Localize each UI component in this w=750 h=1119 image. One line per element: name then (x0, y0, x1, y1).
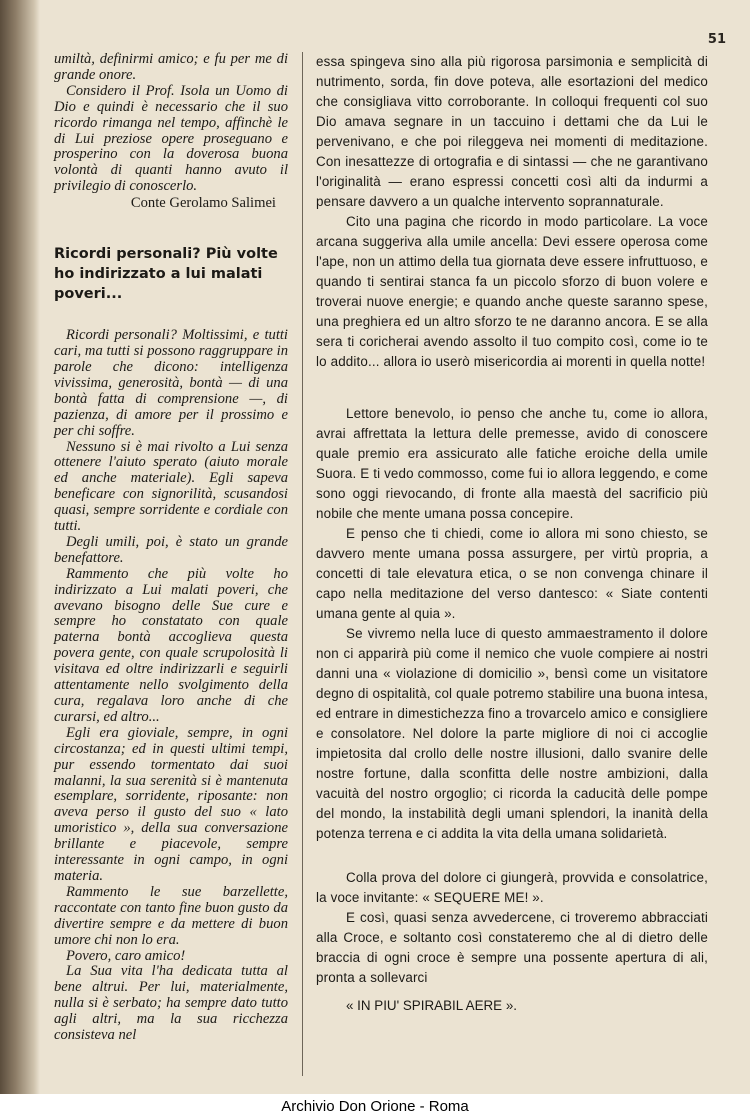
book-spine-shadow (0, 0, 40, 1094)
page-number: 51 (707, 32, 726, 47)
body-paragraph: Nessuno si è mai rivolto a Lui senza ottenere l'aiuto sperato (aiuto morale ed anche materiale). Egli sapeva beneficare con signorilità, scusandosi quasi, sempre sorridente e cordiale con tutti. (54, 438, 288, 535)
intro-paragraph: Considero il Prof. Isola un Uomo di Dio e quindi è necessario che il suo ricordo rimanga nel tempo, affinchè le di Lui preziose opere proseguano e prosperino con la doverosa buona volontà di quanti hanno avuto il privilegio di conoscerlo. (54, 82, 288, 195)
text-paragraph: E così, quasi senza avvedercene, ci troveremo abbracciati alla Croce, e soltanto così constateremo che al di dietro delle braccia di ogni croce è sempre una possente apertura di ali, pronta a sollevarci (316, 910, 708, 985)
text-paragraph: Colla prova del dolore ci giungerà, provvida e consolatrice, la voce invitante: « SEQUERE ME! ». (316, 870, 708, 905)
body-paragraph: Rammento che più volte ho indirizzato a Lui malati poveri, che avevano bisogno delle Sue cure e sempre ho constatato con quale paterna bontà accoglieva questa povera gente, con quale scrupolosità li visitava ed oltre indirizzarli e seguirli attentamente nello svolgimento della cura, regalava loro anche di che curarsi, ed altro... (54, 565, 288, 725)
text-paragraph: Lettore benevolo, io penso che anche tu, come io allora, avrai affrettata la lettura delle premesse, avido di conoscere quale premio era assicurato alle fatiche eroiche della umile Suora. E ti vedo commosso, come fui io allora leggendo, e come sono oggi rievocando, di fronte alla maestà del sacrificio più nobile che mente umana possa concepire. (316, 406, 708, 521)
text-paragraph: Cito una pagina che ricordo in modo particolare. La voce arcana suggeriva alla umile ancella: Devi essere operosa come l'ape, non un attimo della tua giornata deve essere infruttuoso, e quando ti sentirai stanca fa un piccolo sforzo di buon volere e troverai nuove energie; e quando anche queste saranno spese, una preghiera ed un altro sforzo te ne daranno ancora. E se alla sera ti coricherai avendo assolto il tuo compito così, come io te lo addito... allora io userò misericordia ai morenti in quella notte! (316, 214, 708, 369)
text-paragraph: Se vivremo nella luce di questo ammaestramento il dolore non ci apparirà più come il nemico che vuole compiere ai nostri danni una « violazione di domicilio », bensì come un visitatore degno di ospitalità, col quale potremo stabilire una buona intesa, ed entrare in dimestichezza fino a trovarcelo amico e consigliere e consolatore. Nel dolore la parte migliore di noi ci accoglie impietosita dal crollo delle nostre illusioni, dallo svanire delle nostre fortune, dalla sconfitta delle nostre ambizioni, dalla vacuità del nostro orgoglio; ci ricorda la caducità delle pompe del mondo, la instabilità degli umani splendori, la inanità della potenza terrena e ci addita la vita della umana solidarietà. (316, 626, 708, 841)
section-gap (316, 844, 708, 868)
body-paragraph: Degli umili, poi, è stato un grande benefattore. (54, 533, 288, 566)
column-divider (302, 52, 303, 1076)
section-heading: Ricordi personali? Più volte ho indirizzato a lui malati poveri... (54, 246, 278, 303)
footer-bar (0, 1094, 750, 1119)
body-paragraph: Egli era gioviale, sempre, in ogni circostanza; ed in questi ultimi tempi, pur essendo tormentato dai suoi malanni, la sua serenità si è mantenuta esemplare, sorridente, riposante: non aveva perso il gusto del suo « lato umoristico », della sua conversazione brillante e piacevole, sempre interessante in ogni campo, in ogni materia. (54, 724, 288, 884)
closing-line: « IN PIU' SPIRABIL AERE ». (346, 998, 517, 1013)
archive-footer: Archivio Don Orione - Roma (281, 1098, 469, 1115)
body-paragraph: Rammento le sue barzellette, raccontate con tanto fine buon gusto da divertire sempre e da mettere di buon umore chi non lo era. (54, 883, 288, 948)
section-gap (316, 372, 708, 404)
left-column (54, 52, 288, 1044)
text-paragraph: essa spingeva sino alla più rigorosa parsimonia e semplicità di nutrimento, sorda, fin dove poteva, alle esortazioni del medico che consigliava vitto corroborante. In colloqui frequenti col suo Dio amava segnare in un taccuino i dettami che da Lui le pervenivano, e che poi rileggeva nei momenti di meditazione. Con inesattezze di ortografia e di sintassi — che ne garantivano l'originalità — erano espressi concetti così alti da indurmi a pensare davvero a un qualche intervento soprannaturale. (316, 54, 708, 209)
signature: Conte Gerolamo Salimei (130, 195, 276, 212)
text-paragraph: E penso che ti chiedi, come io allora mi sono chiesto, se davvero mente umana possa assurgere, per virtù propria, a concetti di tale elevatura etica, o se non convenga chinare il capo nella meditazione del verso dantesco: « Siate contenti umana gente al quia ». (316, 526, 708, 621)
body-paragraph: Povero, caro amico! (66, 947, 186, 964)
body-paragraph: La Sua vita l'ha dedicata tutta al bene altrui. Per lui, materialmente, nulla si è serbato; ha sempre dato tutto agli altri, ma la sua ricchezza consisteva nel (54, 963, 288, 1044)
right-column (316, 52, 708, 1016)
body-paragraph: Ricordi personali? Moltissimi, e tutti cari, ma tutti si possono raggruppare in parole che dicono: intelligenza vivissima, generosità, bontà — di una bontà fatta di comprensione —, di pazienza, di amore per il prossimo e per chi soffre. (54, 327, 288, 439)
intro-paragraph: umiltà, definirmi amico; e fu per me di grande onore. (54, 51, 288, 83)
